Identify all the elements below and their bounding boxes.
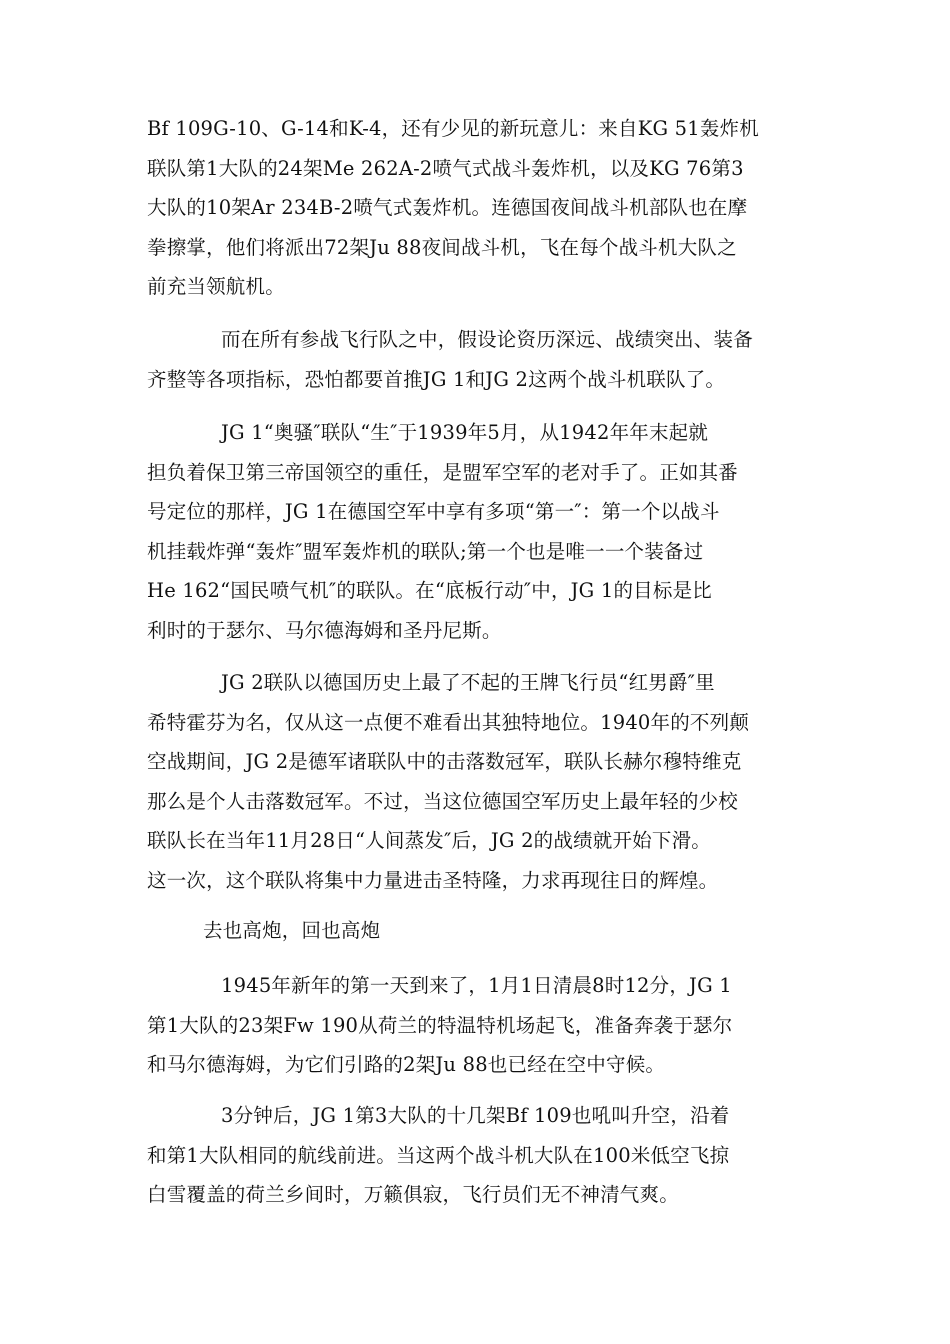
- paragraph-3: [147, 413, 807, 651]
- text-line: 空战期间，JG 2是德军诸联队中的击落数冠军，联队长赫尔穆特维克: [147, 750, 742, 774]
- text-line: He 162“国民喷气机″的联队。在“底板行动″中，JG 1的目标是比: [147, 579, 712, 603]
- text-line: 和第1大队相同的航线前进。当这两个战斗机大队在100米低空飞掠: [147, 1143, 730, 1167]
- text-line: JG 2联队以德国历史上最了不起的王牌飞行员“红男爵″里: [221, 671, 715, 694]
- paragraph-4: [147, 663, 807, 901]
- text-line: JG 1“奥骚″联队“生″于1939年5月，从1942年年末起就: [221, 421, 709, 444]
- text-line: Bf 109G-10、G-14和K-4，还有少见的新玩意儿：来自KG 51轰炸机: [147, 117, 759, 140]
- text-line: 而在所有参战飞行队之中，假设论资历深远、战绩突出、装备: [221, 328, 753, 351]
- text-line: 利时的于瑟尔、马尔德海姆和圣丹尼斯。: [147, 618, 502, 642]
- text-line: 担负着保卫第三帝国领空的重任，是盟军空军的老对手了。正如其番: [147, 460, 739, 484]
- heading-text: 去也高炮，回也高炮: [203, 919, 381, 942]
- text-line: 机挂载炸弹“轰炸″盟军轰炸机的联队;第一个也是唯一一个装备过: [147, 539, 704, 563]
- text-line: 3分钟后，JG 1第3大队的十几架Bf 109也吼叫升空，沿着: [221, 1104, 730, 1127]
- text-line: 齐整等各项指标，恐怕都要首推JG 1和JG 2这两个战斗机联队了。: [147, 367, 726, 391]
- text-line: 希特霍芬为名，仅从这一点便不难看出其独特地位。1940年的不列颠: [147, 710, 750, 734]
- paragraph-2: [147, 320, 807, 399]
- text-line: 前充当领航机。: [147, 275, 285, 299]
- text-line: 号定位的那样，JG 1在德国空军中享有多项“第一″：第一个以战斗: [147, 500, 720, 524]
- text-line: 和马尔德海姆，为它们引路的2架Ju 88也已经在空中守候。: [147, 1053, 666, 1077]
- paragraph-6: [147, 1096, 807, 1215]
- text-line: 拳擦掌，他们将派出72架Ju 88夜间战斗机，飞在每个战斗机大队之: [147, 235, 737, 259]
- text-line: 第1大队的23架Fw 190从荷兰的特温特机场起飞，准备奔袭于瑟尔: [147, 1013, 733, 1037]
- text-line: 1945年新年的第一天到来了，1月1日清晨8时12分，JG 1: [221, 974, 732, 997]
- paragraph-1: [147, 109, 807, 307]
- section-heading: [147, 911, 807, 951]
- text-line: 那么是个人击落数冠军。不过，当这位德国空军历史上最年轻的少校: [147, 789, 739, 813]
- text-line: 白雪覆盖的荷兰乡间时，万籁俱寂，飞行员们无不神清气爽。: [147, 1183, 679, 1207]
- text-line: 联队第1大队的24架Me 262A-2喷气式战斗轰炸机，以及KG 76第3: [147, 156, 744, 180]
- text-line: 这一次，这个联队将集中力量进击圣特隆，力求再现往日的辉煌。: [147, 868, 719, 892]
- paragraph-5: [147, 966, 807, 1085]
- text-line: 联队长在当年11月28日“人间蒸发″后，JG 2的战绩就开始下滑。: [147, 829, 711, 853]
- text-line: 大队的10架Ar 234B-2喷气式轰炸机。连德国夜间战斗机部队也在摩: [147, 196, 748, 220]
